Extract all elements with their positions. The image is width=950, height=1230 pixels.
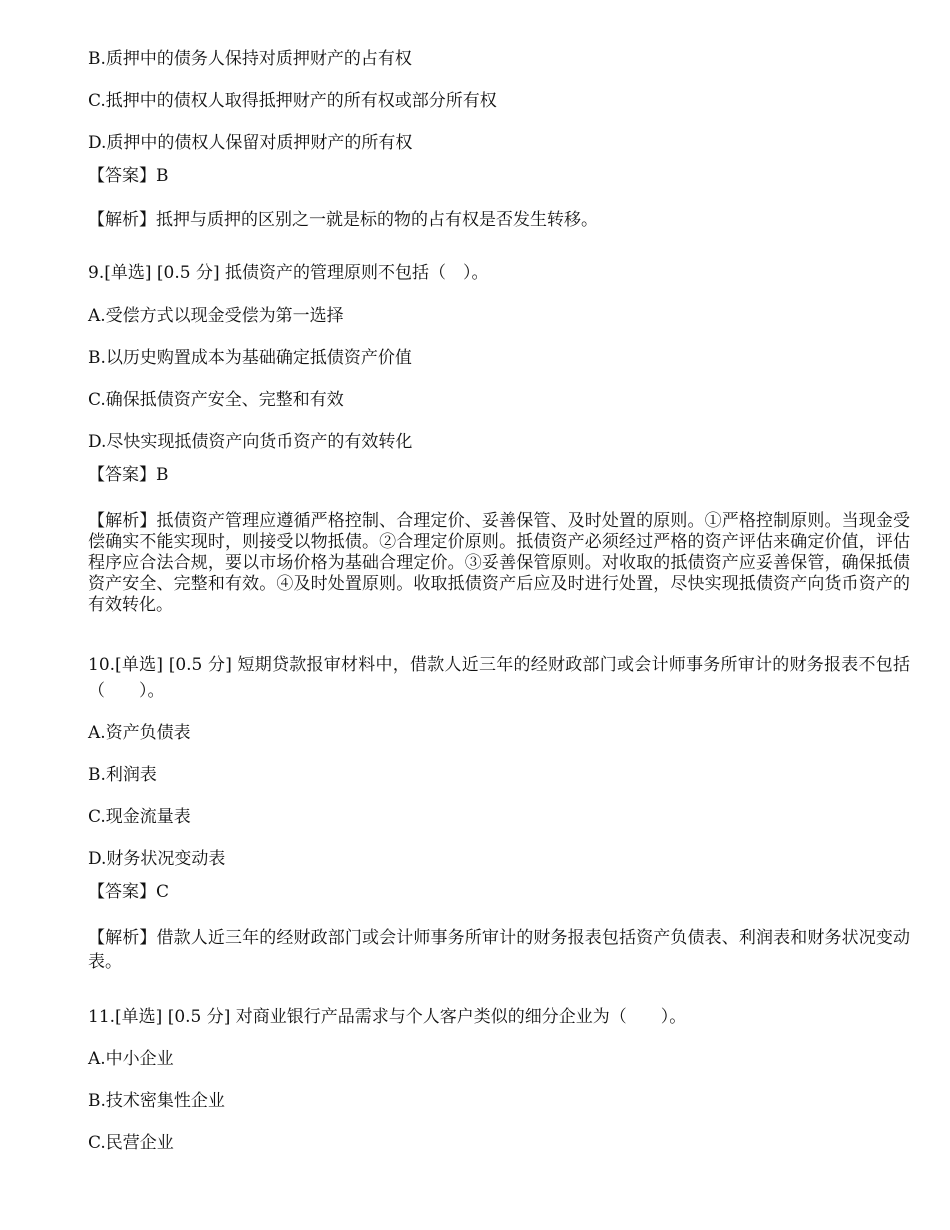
question-stem: 11.[单选] [0.5 分] 对商业银行产品需求与个人客户类似的细分企业为（ ）。 <box>88 1007 687 1027</box>
question-stem: 10.[单选] [0.5 分] 短期贷款报审材料中，借款人近三年的经财政部门或会计师事务所审计的财务报表不包括（ ）。 <box>88 655 910 701</box>
answer: 【答案】B <box>88 465 169 485</box>
analysis: 【解析】抵押与质押的区别之一就是标的物的占有权是否发生转移。 <box>88 210 598 230</box>
analysis: 【解析】抵债资产管理应遵循严格控制、合理定价、妥善保管、及时处置的原则。①严格控制原则。当现金受偿确实不能实现时，则接受以物抵债。②合理定价原则。抵债资产必须经过严格的资产评估来确定价值，评估程序应合法合规，要以市场价格为基础合理定价。③妥善保管原则。对收取的抵债资产应妥善保管，确保抵债资产安全、完整和有效。④及时处置原则。收取抵债资产后应及时进行处置，尽快实现抵债资产向货币资产的有效转化。 <box>88 511 910 615</box>
option-d: D.尽快实现抵债资产向货币资产的有效转化 <box>88 432 413 452</box>
answer: 【答案】B <box>88 166 169 186</box>
option-a: A.受偿方式以现金受偿为第一选择 <box>88 306 344 326</box>
option-d: D.财务状况变动表 <box>88 849 226 869</box>
option-c: C.现金流量表 <box>88 807 191 827</box>
option-b: B.技术密集性企业 <box>88 1091 225 1111</box>
analysis: 【解析】借款人近三年的经财政部门或会计师事务所审计的财务报表包括资产负债表、利润表和财务状况变动表。 <box>88 928 910 972</box>
question-stem: 9.[单选] [0.5 分] 抵债资产的管理原则不包括（ ）。 <box>88 263 489 283</box>
option-c: C.民营企业 <box>88 1133 174 1153</box>
option-c: C.抵押中的债权人取得抵押财产的所有权或部分所有权 <box>88 91 497 111</box>
option-a: A.中小企业 <box>88 1049 174 1069</box>
option-b: B.利润表 <box>88 765 157 785</box>
option-b: B.以历史购置成本为基础确定抵债资产价值 <box>88 348 412 368</box>
option-b: B.质押中的债务人保持对质押财产的占有权 <box>88 49 412 69</box>
option-a: A.资产负债表 <box>88 723 191 743</box>
answer: 【答案】C <box>88 882 170 902</box>
option-c: C.确保抵债资产安全、完整和有效 <box>88 390 344 410</box>
option-d: D.质押中的债权人保留对质押财产的所有权 <box>88 133 413 153</box>
